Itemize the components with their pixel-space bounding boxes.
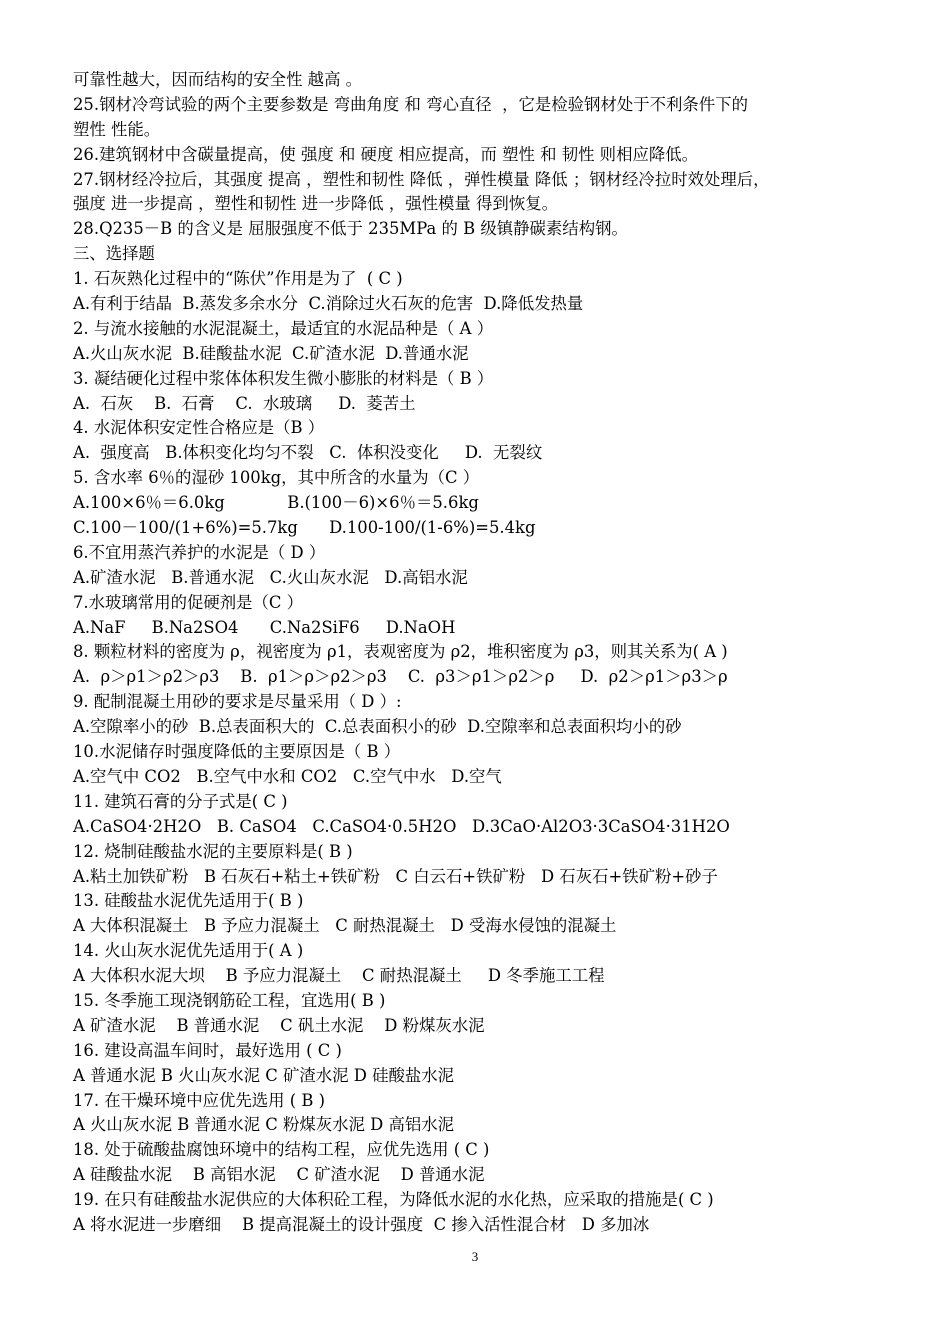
text-line: A.CaSO4·2H2O B. CaSO4 C.CaSO4·0.5H2O D.3CaO·Al2O3·3CaSO4·31H2O xyxy=(73,816,730,836)
text-line: 15. 冬季施工现浇钢筋砼工程，宜选用( B ) xyxy=(73,990,386,1010)
text-line: 12. 烧制硅酸盐水泥的主要原料是( B ) xyxy=(73,841,353,861)
text-line: 17. 在干燥环境中应优先选用 ( B ) xyxy=(73,1090,326,1110)
text-line: A 矿渣水泥 B 普通水泥 C 矾土水泥 D 粉煤灰水泥 xyxy=(73,1015,485,1035)
text-line: 塑性 性能。 xyxy=(73,119,161,139)
text-line: A.NaF B.Na2SO4 C.Na2SiF6 D.NaOH xyxy=(73,617,456,637)
text-line: 19. 在只有硅酸盐水泥供应的大体积砼工程，为降低水泥的水化热，应采取的措施是( C ) xyxy=(73,1190,714,1210)
text-line: 7.水玻璃常用的促硬剂是（C ） xyxy=(73,592,304,612)
text-line: 3. 凝结硬化过程中浆体体积发生微小膨胀的材料是（ B ） xyxy=(73,368,494,388)
text-line: A.空气中 CO2 B.空气中水和 CO2 C.空气中水 D.空气 xyxy=(73,766,502,786)
text-line: A.100×6％＝6.0kg B.(100－6)×6％＝5.6kg xyxy=(73,493,479,513)
text-line: 2. 与流水接触的水泥混凝土，最适宜的水泥品种是（ A ） xyxy=(73,318,494,338)
text-line: A 普通水泥 B 火山灰水泥 C 矿渣水泥 D 硅酸盐水泥 xyxy=(73,1065,455,1085)
text-line: 9. 配制混凝土用砂的要求是尽量采用（ D ）: xyxy=(73,692,402,712)
text-line: 5. 含水率 6％的湿砂 100kg，其中所含的水量为（C ） xyxy=(73,468,480,488)
text-line: 6.不宜用蒸汽养护的水泥是（ D ） xyxy=(73,542,326,562)
text-line: 8. 颗粒材料的密度为 ρ，视密度为 ρ1，表观密度为 ρ2，堆积密度为 ρ3，则其关系为( A ) xyxy=(73,642,728,662)
text-line: A.有利于结晶 B.蒸发多余水分 C.消除过火石灰的危害 D.降低发热量 xyxy=(73,294,584,314)
text-line: A. 石灰 B. 石膏 C. 水玻璃 D. 菱苦土 xyxy=(73,393,416,413)
text-line: 27.钢材经冷拉后，其强度 提高 ，塑性和韧性 降低 ，弹性模量 降低 ；钢材经冷拉时效处理后， xyxy=(73,169,770,189)
text-line: A 硅酸盐水泥 B 高铝水泥 C 矿渣水泥 D 普通水泥 xyxy=(73,1165,485,1185)
text-line: 强度 进一步提高 ，塑性和韧性 进一步降低 ，强性模量 得到恢复。 xyxy=(73,194,558,214)
text-line: 三、选择题 xyxy=(73,244,155,264)
text-line: 26.建筑钢材中含碳量提高，使 强度 和 硬度 相应提高，而 塑性 和 韧性 则相应降低。 xyxy=(73,144,699,164)
text-line: 14. 火山灰水泥优先适用于( A ) xyxy=(73,941,304,961)
text-line: 10.水泥储存时强度降低的主要原因是（ B ） xyxy=(73,742,401,762)
text-line: A. 强度高 B.体积变化均匀不裂 C. 体积没变化 D. 无裂纹 xyxy=(73,443,543,463)
text-line: A. ρ＞ρ1＞ρ2＞ρ3 B. ρ1＞ρ＞ρ2＞ρ3 C. ρ3＞ρ1＞ρ2＞ρ D. ρ2＞ρ1＞ρ3＞ρ xyxy=(73,667,728,687)
page-body xyxy=(73,68,903,1238)
text-line: 16. 建设高温车间时，最好选用 ( C ) xyxy=(73,1040,342,1060)
text-line: 18. 处于硫酸盐腐蚀环境中的结构工程，应优先选用 ( C ) xyxy=(73,1140,490,1160)
text-line: 1. 石灰熟化过程中的“陈伏”作用是为了 ( C ) xyxy=(73,269,403,289)
text-line: 4. 水泥体积安定性合格应是（B ） xyxy=(73,418,325,438)
text-line: 25.钢材冷弯试验的两个主要参数是 弯曲角度 和 弯心直径 ，它是检验钢材处于不利条件下的 xyxy=(73,94,748,114)
text-line: A 大体积水泥大坝 B 予应力混凝土 C 耐热混凝土 D 冬季施工工程 xyxy=(73,966,605,986)
text-line: 28.Q235－B 的含义是 屈服强度不低于 235MPa 的 B 级镇静碳素结构钢。 xyxy=(73,219,628,239)
text-line: A 大体积混凝土 B 予应力混凝土 C 耐热混凝土 D 受海水侵蚀的混凝土 xyxy=(73,916,617,936)
text-line: A.火山灰水泥 B.硅酸盐水泥 C.矿渣水泥 D.普通水泥 xyxy=(73,343,469,363)
text-line: A 火山灰水泥 B 普通水泥 C 粉煤灰水泥 D 高铝水泥 xyxy=(73,1115,455,1135)
text-line: A 将水泥进一步磨细 B 提高混凝土的设计强度 C 掺入活性混合材 D 多加冰 xyxy=(73,1214,650,1234)
text-line: A.矿渣水泥 B.普通水泥 C.火山灰水泥 D.高铝水泥 xyxy=(73,567,468,587)
text-line: 可靠性越大，因而结构的安全性 越高 。 xyxy=(73,70,363,89)
text-line: A.空隙率小的砂 B.总表面积大的 C.总表面积小的砂 D.空隙率和总表面积均小的砂 xyxy=(73,717,682,737)
text-line: 13. 硅酸盐水泥优先适用于( B ) xyxy=(73,891,304,911)
page-number: 3 xyxy=(471,1249,479,1264)
text-line: A.粘土加铁矿粉 B 石灰石+粘土+铁矿粉 C 白云石+铁矿粉 D 石灰石+铁矿粉+砂子 xyxy=(73,866,718,886)
text-line: C.100－100/(1+6%)=5.7kg D.100-100/(1-6%)=5.4kg xyxy=(73,518,536,538)
text-line: 11. 建筑石膏的分子式是( C ) xyxy=(73,791,288,811)
